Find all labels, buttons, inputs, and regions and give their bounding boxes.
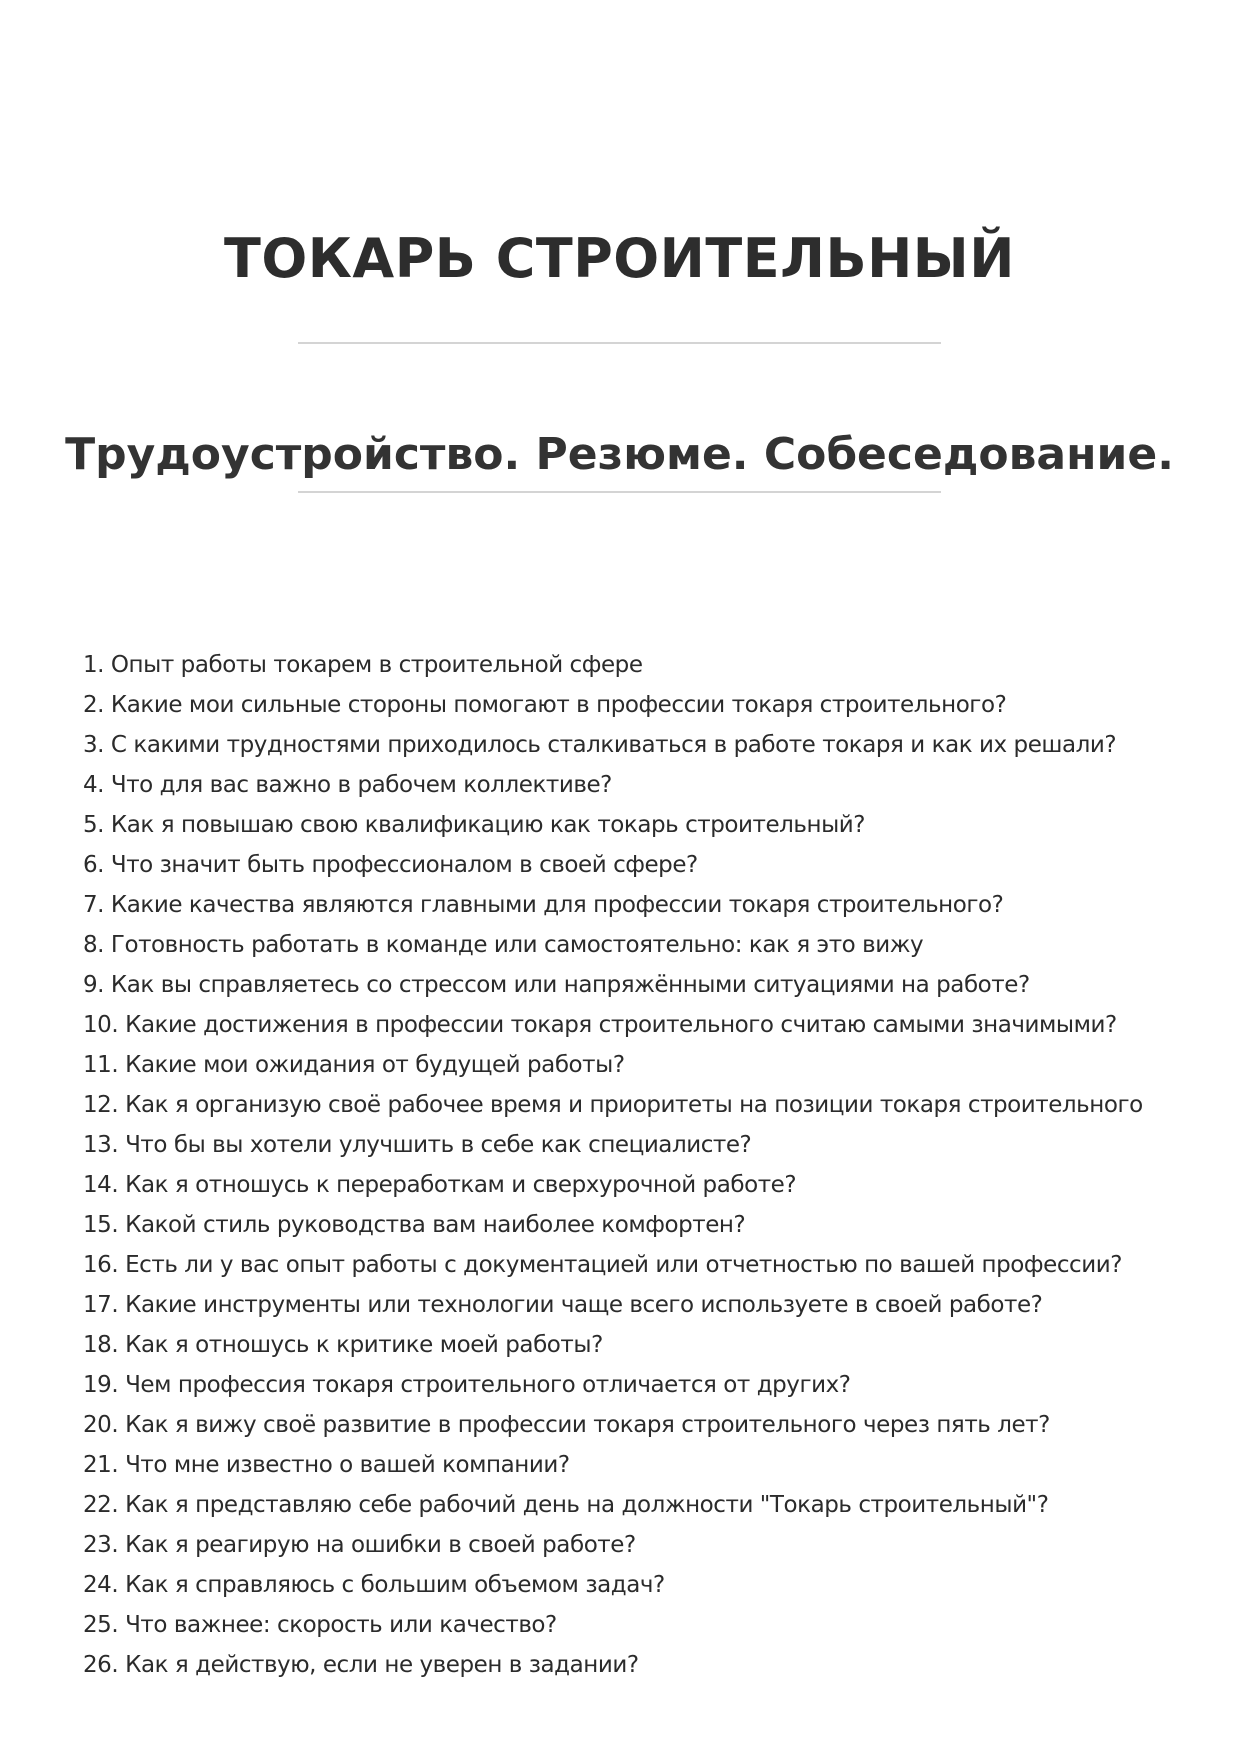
document-title: ТОКАРЬ СТРОИТЕЛЬНЫЙ — [224, 227, 1015, 291]
list-item: 11. Какие мои ожидания от будущей работы? — [83, 1052, 625, 1078]
list-item: 12. Как я организую своё рабочее время и приоритеты на позиции токаря строительного — [83, 1092, 1143, 1118]
list-item: 25. Что важнее: скорость или качество? — [83, 1612, 557, 1638]
document-subtitle: Трудоустройство. Резюме. Собеседование. — [65, 428, 1174, 480]
list-item: 9. Как вы справляетесь со стрессом или напряжёнными ситуациями на работе? — [83, 972, 1030, 998]
list-item: 18. Как я отношусь к критике моей работы? — [83, 1332, 603, 1358]
bottom-divider — [298, 491, 941, 493]
list-item: 3. С какими трудностями приходилось сталкиваться в работе токаря и как их решали? — [83, 732, 1117, 758]
list-item: 1. Опыт работы токарем в строительной сфере — [83, 652, 643, 678]
top-divider — [298, 342, 941, 344]
list-item: 13. Что бы вы хотели улучшить в себе как специалисте? — [83, 1132, 752, 1158]
list-item: 15. Какой стиль руководства вам наиболее комфортен? — [83, 1212, 746, 1238]
list-item: 14. Как я отношусь к переработкам и сверхурочной работе? — [83, 1172, 797, 1198]
list-item: 4. Что для вас важно в рабочем коллективе? — [83, 772, 612, 798]
list-item: 22. Как я представляю себе рабочий день на должности "Токарь строительный"? — [83, 1492, 1049, 1518]
list-item: 16. Есть ли у вас опыт работы с документацией или отчетностью по вашей профессии? — [83, 1252, 1122, 1278]
list-item: 10. Какие достижения в профессии токаря строительного считаю самыми значимыми? — [83, 1012, 1117, 1038]
list-item: 2. Какие мои сильные стороны помогают в профессии токаря строительного? — [83, 692, 1007, 718]
list-item: 26. Как я действую, если не уверен в задании? — [83, 1652, 639, 1678]
list-item: 21. Что мне известно о вашей компании? — [83, 1452, 570, 1478]
list-item: 23. Как я реагирую на ошибки в своей работе? — [83, 1532, 636, 1558]
question-list — [83, 645, 1203, 1685]
list-item: 20. Как я вижу своё развитие в профессии токаря строительного через пять лет? — [83, 1412, 1050, 1438]
list-item: 7. Какие качества являются главными для профессии токаря строительного? — [83, 892, 1004, 918]
list-item: 5. Как я повышаю свою квалификацию как токарь строительный? — [83, 812, 866, 838]
list-item: 24. Как я справляюсь с большим объемом задач? — [83, 1572, 665, 1598]
list-item: 19. Чем профессия токаря строительного отличается от других? — [83, 1372, 851, 1398]
list-item: 17. Какие инструменты или технологии чаще всего используете в своей работе? — [83, 1292, 1043, 1318]
list-item: 8. Готовность работать в команде или самостоятельно: как я это вижу — [83, 932, 924, 958]
list-item: 6. Что значит быть профессионалом в своей сфере? — [83, 852, 698, 878]
